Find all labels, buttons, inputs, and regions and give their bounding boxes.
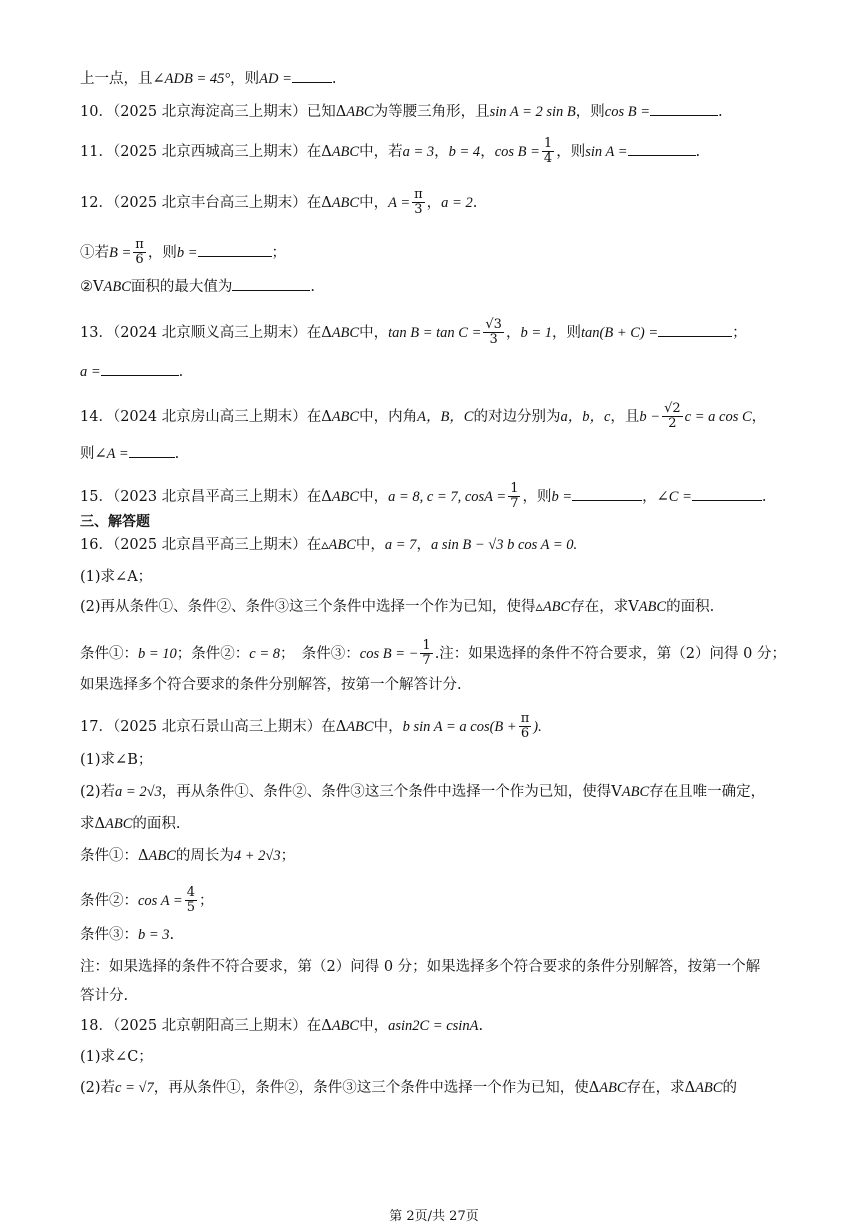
fraction <box>420 639 432 669</box>
math-expr: ABC <box>103 279 131 295</box>
problem-17-note-line-2: 答计分. <box>80 988 129 1004</box>
problem-source: （2023 北京昌平高三上期末） <box>112 488 307 505</box>
problem-16-q2 <box>80 597 714 617</box>
text: . <box>718 104 723 120</box>
text: 中， <box>359 488 389 505</box>
problem-source: （2025 北京昌平高三上期末） <box>112 537 307 553</box>
problem-number: 18． <box>80 1018 113 1034</box>
math-expr: ABC <box>148 848 176 864</box>
text: ；条件②： <box>176 645 250 662</box>
fraction-numerator: π <box>520 711 530 726</box>
math-expr: a，b，c <box>560 408 611 425</box>
math-expr: b sin A = a cos(B + <box>402 718 517 735</box>
text: ； <box>271 244 286 261</box>
text: 面积的最大值为 <box>130 279 233 295</box>
text: 在Δ <box>306 194 332 211</box>
problem-12 <box>80 188 477 218</box>
fraction <box>542 137 554 167</box>
problem-17 <box>80 712 542 742</box>
answer-blank[interactable] <box>692 486 762 501</box>
problem-16-conditions <box>80 639 786 669</box>
problem-14-line-2 <box>80 443 179 464</box>
text: 为等腰三角形，且 <box>373 104 490 120</box>
text: ①若 <box>80 244 109 261</box>
problem-18-q1: (1)求∠C； <box>80 1049 153 1065</box>
text: 在Δ <box>306 324 332 341</box>
math-expr: ∠ADB = 45° <box>152 71 231 87</box>
text: 中， <box>359 324 389 341</box>
text: ，再从条件①、条件②、条件③这三个条件中选择一个作为已知，使得V <box>161 784 622 800</box>
math-expr: a = <box>80 364 101 380</box>
text: ，则 <box>230 71 260 87</box>
problem-18 <box>80 1016 483 1036</box>
math-expr: tan B = tan C = <box>388 324 482 341</box>
text: ， <box>642 488 657 505</box>
text: 中，若 <box>359 143 403 160</box>
problem-16-note: 如果选择多个符合要求的条件分别解答，按第一个解答计分. <box>80 677 462 693</box>
text: . <box>310 279 315 295</box>
math-expr: a = 3 <box>402 143 435 160</box>
text: . <box>169 927 175 943</box>
problem-number: 16． <box>80 537 113 553</box>
math-expr: ABC <box>346 104 374 120</box>
text: (2)若 <box>80 1080 116 1096</box>
math-expr: ∠A = <box>94 446 129 462</box>
answer-blank[interactable] <box>572 486 642 501</box>
text: ， <box>426 194 442 211</box>
fraction <box>519 712 532 742</box>
text: (2)若 <box>80 784 116 800</box>
math-expr: ABC <box>621 784 650 800</box>
problem-number: 13． <box>80 324 113 341</box>
text: 条件②： <box>80 892 138 909</box>
fraction-denominator: 3 <box>489 332 498 348</box>
math-expr: ABC <box>331 488 360 505</box>
text: . <box>331 71 337 87</box>
fraction-numerator: √2 <box>664 401 681 416</box>
math-expr: cos A = <box>138 892 183 909</box>
text: 的面积. <box>666 599 715 615</box>
text: . <box>695 143 701 160</box>
math-expr: sin A = 2 sin B <box>489 104 576 120</box>
problem-13-line-2 <box>80 361 183 382</box>
text: ，则 <box>575 104 605 120</box>
problem-source: （2025 北京石景山高三上期末） <box>112 718 322 735</box>
fraction <box>133 238 146 268</box>
math-expr: ABC <box>695 1080 723 1096</box>
text: 存在且唯一确定， <box>649 784 766 800</box>
problem-16-q1: (1)求∠A； <box>80 569 153 585</box>
math-expr: A，B，C <box>417 408 474 425</box>
text: 条件③： <box>80 927 138 943</box>
text: ， <box>751 408 767 425</box>
section-heading: 三、解答题 <box>80 514 150 530</box>
page-footer: 第 2页/共 27页 <box>389 1209 479 1224</box>
math-expr: asin2C = csinA <box>388 1018 479 1034</box>
fraction <box>185 886 197 916</box>
text: 的面积. <box>132 816 181 832</box>
text: 中， <box>373 718 403 735</box>
text: 的 <box>722 1080 737 1096</box>
math-expr: ABC <box>104 816 133 832</box>
math-expr: ∠C = <box>656 488 692 505</box>
fraction-numerator: π <box>414 187 423 202</box>
math-expr: 4 + 2√3 <box>233 848 281 864</box>
text: ，且 <box>610 408 640 425</box>
text: 在Δ <box>306 408 332 425</box>
fraction-denominator: 4 <box>543 151 553 167</box>
text: ，则 <box>551 324 581 341</box>
math-expr: tan(B + C) = <box>580 324 659 341</box>
text: 中，内角 <box>359 408 418 425</box>
math-expr: a = 8, c = 7, cosA = <box>388 488 507 505</box>
fraction <box>483 318 504 348</box>
fraction-numerator: √3 <box>485 317 502 332</box>
text: ； <box>280 848 296 864</box>
problem-17-condition-2 <box>80 886 213 916</box>
text: 求Δ <box>80 816 105 832</box>
problem-17-q2-line-2 <box>80 814 180 834</box>
text: ，再从条件①，条件②，条件③这三个条件中选择一个作为已知，使Δ <box>153 1080 600 1096</box>
problem-source: （2024 北京顺义高三上期末） <box>112 324 307 341</box>
math-expr: ABC <box>638 599 667 615</box>
problem-15 <box>80 482 766 512</box>
math-expr: b = 3 <box>138 927 170 943</box>
text: ，则 <box>522 488 552 505</box>
problem-source: （2025 北京海淀高三上期末） <box>112 104 307 120</box>
text: . <box>174 446 180 462</box>
math-expr: a = 7 <box>384 537 417 553</box>
math-expr: ABC <box>331 143 360 160</box>
fraction <box>412 188 425 218</box>
math-expr: b = <box>551 488 573 505</box>
problem-16 <box>80 535 577 555</box>
math-expr: b = 10 <box>138 645 177 662</box>
text: 中， <box>355 537 385 553</box>
math-expr: c = √7 <box>115 1080 154 1096</box>
problem-18-q2 <box>80 1078 737 1098</box>
text: ，则 <box>556 143 586 160</box>
text: ， <box>416 537 431 553</box>
math-expr: c = 8 <box>249 645 281 662</box>
answer-blank[interactable] <box>628 141 696 156</box>
text: ，则 <box>147 244 177 261</box>
fraction-denominator: 2 <box>668 416 677 432</box>
fraction <box>662 402 683 432</box>
math-expr: a = 2√3 <box>115 784 162 800</box>
text: 在Δ <box>306 143 332 160</box>
text: 上一点，且 <box>80 71 153 87</box>
problem-source: （2025 北京西城高三上期末） <box>112 143 307 160</box>
math-expr: ABC <box>331 408 360 425</box>
math-expr: c = a cos C <box>684 408 752 425</box>
fraction-numerator: 1 <box>422 638 431 653</box>
math-expr: AD = <box>259 71 292 87</box>
math-expr: b = 1 <box>520 324 552 341</box>
problem-source: （2025 北京朝阳高三上期末） <box>112 1018 307 1034</box>
text: . <box>472 194 478 211</box>
fraction-numerator: 4 <box>186 885 195 900</box>
math-expr: cos B = − <box>359 645 419 662</box>
problem-13 <box>80 318 747 348</box>
fraction-numerator: 1 <box>543 136 553 151</box>
answer-blank[interactable] <box>129 443 175 458</box>
text: . <box>478 1018 484 1034</box>
text: 的周长为 <box>175 848 234 864</box>
problem-17-condition-3 <box>80 925 174 945</box>
math-expr: ABC <box>331 194 360 211</box>
text: 的对边分别为 <box>473 408 561 425</box>
fraction-denominator: 5 <box>186 900 195 916</box>
problem-number: 11． <box>80 143 113 160</box>
text: 条件①： <box>80 645 138 662</box>
text: 在Δ <box>321 718 347 735</box>
problem-17-q2 <box>80 782 765 802</box>
answer-blank[interactable] <box>101 361 179 376</box>
fraction-numerator: π <box>135 237 144 252</box>
text: ， <box>505 324 521 341</box>
text: 在Δ <box>306 1018 332 1034</box>
text: ； <box>198 892 214 909</box>
problem-number: 10． <box>80 104 113 120</box>
text: 则 <box>80 446 95 462</box>
text: . <box>178 364 184 380</box>
math-expr: ABC <box>346 718 374 735</box>
fraction-numerator: 1 <box>510 481 519 496</box>
text: ； 条件③： <box>280 645 360 662</box>
math-expr: b = <box>176 244 198 261</box>
fraction-denominator: 7 <box>510 496 519 512</box>
math-expr: sin A = <box>585 143 628 160</box>
answer-blank[interactable] <box>650 101 718 116</box>
math-expr: a = 2 <box>441 194 473 211</box>
problem-17-note: 注：如果选择的条件不符合要求，第（2）问得 0 分；如果选择多个符合要求的条件分别解答，按第一个解 <box>80 959 761 975</box>
fraction-denominator: 7 <box>422 653 431 669</box>
answer-blank[interactable] <box>658 322 732 337</box>
math-expr: a sin B − √3 b cos A = 0. <box>430 537 578 553</box>
problem-12-sub-1 <box>80 238 286 268</box>
problem-number: 15． <box>80 488 113 505</box>
math-expr: cos B = <box>604 104 651 120</box>
math-expr: B = <box>109 244 132 261</box>
text: .注：如果选择的条件不符合要求，第（2）问得 0 分； <box>434 645 786 662</box>
problem-10 <box>80 101 723 122</box>
math-expr: ABC <box>542 599 571 615</box>
text: ； <box>732 324 747 341</box>
math-expr: ABC <box>331 1018 360 1034</box>
problem-17-condition-1 <box>80 846 295 866</box>
answer-blank[interactable] <box>198 242 272 257</box>
text: ， <box>480 143 495 160</box>
fraction-denominator: 6 <box>135 252 144 268</box>
fraction-denominator: 3 <box>414 202 423 218</box>
problem-11 <box>80 137 700 167</box>
problem-9-tail <box>80 68 337 89</box>
math-expr: ABC <box>331 324 360 341</box>
problem-number: 14． <box>80 408 113 425</box>
problem-14 <box>80 402 766 432</box>
answer-blank[interactable] <box>232 276 310 291</box>
text: 条件①：Δ <box>80 848 149 864</box>
problem-number: 17． <box>80 718 113 735</box>
text: 中， <box>359 194 389 211</box>
math-expr: cos B = <box>494 143 540 160</box>
math-expr: A = <box>388 194 411 211</box>
fraction-denominator: 6 <box>520 726 530 742</box>
math-expr: ). <box>533 718 542 735</box>
text: 在▵ <box>306 537 329 553</box>
text: 已知Δ <box>306 104 347 120</box>
fraction <box>508 482 520 512</box>
text: ②V <box>80 279 104 295</box>
text: 中， <box>359 1018 389 1034</box>
math-expr: b − <box>639 408 661 425</box>
text: ， <box>434 143 449 160</box>
math-expr: ABC <box>328 537 356 553</box>
text: 存在，求Δ <box>626 1080 696 1096</box>
text: 存在，求V <box>570 599 639 615</box>
answer-blank[interactable] <box>292 68 332 83</box>
problem-12-sub-2 <box>80 276 315 297</box>
problem-source: （2024 北京房山高三上期末） <box>112 408 307 425</box>
text: . <box>761 488 767 505</box>
text: 在Δ <box>306 488 332 505</box>
problem-number: 12． <box>80 194 113 211</box>
problem-17-q1: (1)求∠B； <box>80 752 153 768</box>
problem-source: （2025 北京丰台高三上期末） <box>112 194 307 211</box>
math-expr: ABC <box>599 1080 627 1096</box>
math-expr: b = 4 <box>448 143 481 160</box>
text: (2)再从条件①、条件②、条件③这三个条件中选择一个作为已知，使得▵ <box>80 599 543 615</box>
